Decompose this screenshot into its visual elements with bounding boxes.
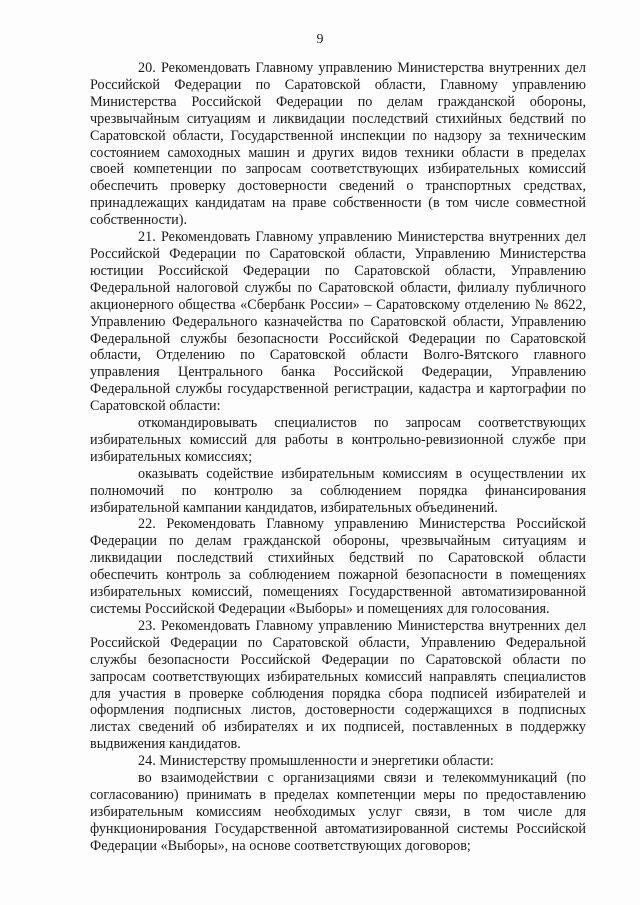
paragraph-21: 21. Рекомендовать Главному управлению Министерства внутренних дел Российской Федерации по Саратовской области, Управлению Министерства юстиции Российской Федерации по Саратовской области, Управлению Федеральной налоговой службы по Саратовской области, филиалу публичного акционерного общества «Сбербанк России» – Саратовскому отделению № 8622, Управлению Федерального казначейства по Саратовской области, Управлению Федеральной службы безопасности Российской Федерации по Саратовской области, Отделению по Саратовской области Волго-Вятского главного управления Центрального банка Российской Федерации, Управлению Федеральной службы государственной регистрации, кадастра и картографии по Саратовской области: [90,229,586,415]
paragraph-21-item-assist-commissions: оказывать содействие избирательным комиссиям в осуществлении их полномочий по контролю за соблюдением порядка финансирования избирательной кампании кандидатов, избирательных объединений. [90,465,586,516]
paragraph-21-item-second-specialists: откомандировывать специалистов по запросам соответствующих избирательных комиссий для работы в контрольно-ревизионной службе при избирательных комиссиях; [90,415,586,465]
paragraph-23: 23. Рекомендовать Главному управлению Министерства внутренних дел Российской Федерации по Саратовской области, Управлению Федеральной службы безопасности Российской Федерации по Саратовской области по запросам соответствующих избирательных комиссий направлять специалистов для участия в проверке соблюдения порядка сбора подписей избирателей и оформления подписных листов, достоверности содержащихся в подписных листах сведений об избирателях и их подписей, поставленных в поддержку выдвижения кандидатов. [90,617,586,753]
paragraph-20: 20. Рекомендовать Главному управлению Министерства внутренних дел Российской Федерации по Саратовской области, Главному управлению Министерства Российской Федерации по делам гражданской обороны, чрезвычайным ситуациям и ликвидации последствий стихийных бедствий по Саратовской области, Государственной инспекции по надзору за техническим состоянием самоходных машин и других видов техники области в пределах своей компетенции по запросам соответствующих избирательных комиссий обеспечить проверку достоверности сведений о транспортных средствах, принадлежащих кандидатам на праве собственности (в том числе совместной собственности). [90,60,586,229]
document-body [90,60,586,855]
paragraph-22: 22. Рекомендовать Главному управлению Министерства Российской Федерации по делам гражданской обороны, чрезвычайным ситуациям и ликвидации последствий стихийных бедствий по Саратовской области обеспечить контроль за соблюдением пожарной безопасности в помещениях избирательных комиссий, помещениях Государственной автоматизированной системы Российской Федерации «Выборы» и помещениях для голосования. [90,516,586,617]
page-number: 9 [316,32,324,47]
paragraph-24: 24. Министерству промышленности и энергетики области: [138,753,494,770]
paragraph-24-item-communications: во взаимодействии с организациями связи и телекоммуникаций (по согласованию) принимать в пределах компетенции меры по предоставлению избирательным комиссиям необходимых услуг связи, в том числе для функционирования Государственной автоматизированной системы Российской Федерации «Выборы», на основе соответствующих договоров; [90,770,586,854]
